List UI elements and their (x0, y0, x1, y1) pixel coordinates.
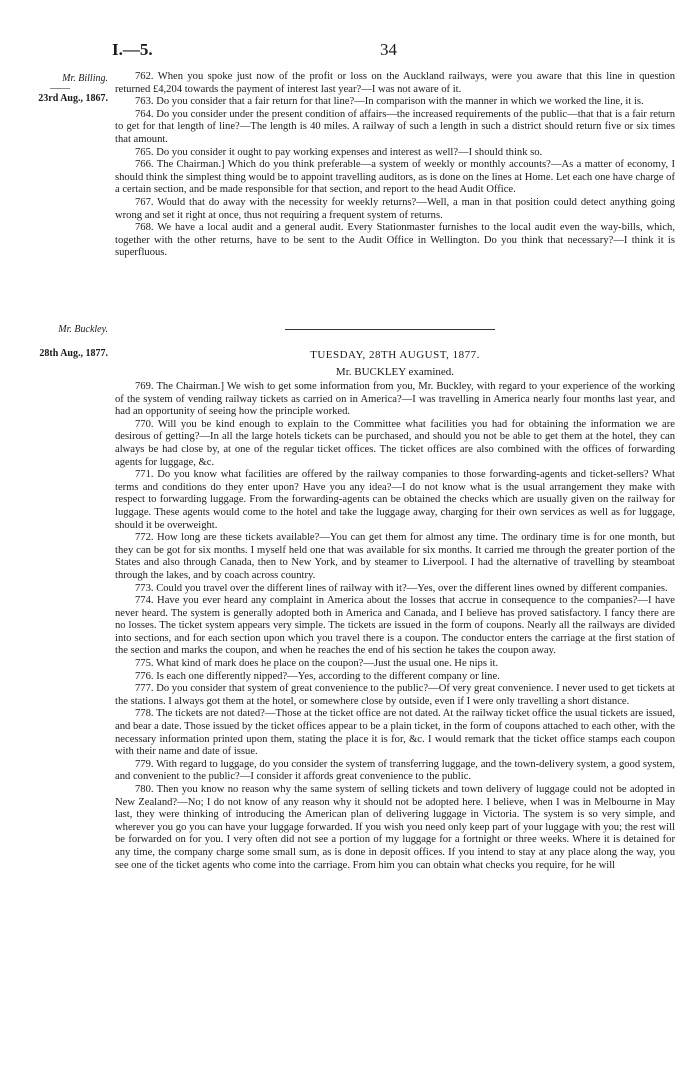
paragraph: 765. Do you consider it ought to pay working expenses and interest as well?—I should think so. (135, 146, 543, 158)
paragraph: 767. Would that do away with the necessity for weekly returns?—Well, a man in that position could detect anything going wrong and set it right at once, thus not requiring a frequent system of returns. (115, 196, 675, 221)
paragraph: 764. Do you consider under the present condition of affairs—the increased requirements of the public—that that is a fair return to get for that length of line?—The length is 40 miles. A railway of such a length in such a district should return five or six times that amount. (115, 108, 675, 145)
section-divider (285, 329, 495, 330)
paragraph: 773. Could you travel over the different lines of railway with it?—Yes, over the different lines owned by different companies. (135, 582, 668, 594)
paragraph: 777. Do you consider that system of great convenience to the public?—Of very great convenience. I never used to get tickets at the stations. I always got them at the hotel, or somewhere close by outside, even if I were only travelling a short distance. (115, 683, 675, 707)
margin-witness-name: Mr. Billing. (62, 73, 108, 84)
margin-date: 23rd Aug., 1867. (38, 93, 108, 104)
paragraph: 770. Will you be kind enough to explain to the Committee what facilities you had for obtaining the information we are desirous of getting?—In all the large hotels tickets can be purchased, and should you not be able to get them at the hotel, they can always be had close by, at one of the regular ticket offices. The ticket offices are also combined with the offices of forwarding agents for luggage, &c. (115, 418, 675, 468)
day-heading: TUESDAY, 28TH AUGUST, 1877. (310, 349, 480, 361)
paragraph: 762. When you spoke just now of the profit or loss on the Auckland railways, were you aware that this line in question returned £4,204 towards the payment of interest last year?—I was not aware of it. (115, 71, 675, 95)
paragraph: 763. Do you consider that a fair return for that line?—In comparison with the manner in which we worked the line, it is. (135, 96, 644, 108)
paragraph: 774. Have you ever heard any complaint in America about the losses that accrue in consequence to the companies?—I have never heard. The system is generally adopted both in America and Canada, and I believe has proved satisfactory. I fancy there are no losses. The ticket system appears very simple. The tickets are issued in the form of coupons. Nearly all the railways are divided into sections, and for each section upon which you travel there is a coupon. The conductor enters the carriage at the first station of the section and marks the coupon, and when he reaches the end of his section he takes the coupon away. (115, 595, 675, 657)
margin-witness-name: Mr. Buckley. (58, 324, 108, 335)
paragraph: 772. How long are these tickets available?—You can get them for almost any time. The ordinary time is for one month, but they can be got for six months. I myself held one that was available for six months. It carried me through the greater portion of the States and also through Canada, then to New York, and by steamer to Liverpool. I had the alternative of travelling by steamboat through the lakes, and by coach across country. (115, 532, 675, 581)
paragraph: 768. We have a local audit and a general audit. Every Stationmaster furnishes to the local audit even the way-bills, which, together with the other returns, have to be sent to the Audit Office in Wellington. Do you think that necessary?—I think it is superfluous. (115, 222, 675, 259)
document-reference: I.—5. (112, 40, 153, 59)
paragraph: 766. The Chairman.] Which do you think preferable—a system of weekly or monthly accounts?—As a matter of economy, I should think the simplest thing would be to appoint travelling auditors, as is done on the lines at Home. Let each one have charge of a certain section, and be made responsible for that section, and report to the head Audit Office. (115, 159, 675, 196)
margin-note-billing (0, 73, 108, 105)
page-number: 34 (380, 40, 397, 59)
paragraph: 779. With regard to luggage, do you consider the system of transferring luggage, and the town-delivery system, a good system, and convenient to the public?—I consider it affords great convenience to the public. (115, 758, 675, 783)
witness-examined-heading: Mr. BUCKLEY examined. (335, 366, 455, 378)
margin-dash: —— (50, 83, 70, 94)
paragraph: 778. The tickets are not dated?—Those at the ticket office are not dated. At the railway ticket office the usual tickets are issued, and bear a date. Those issued by the ticket offices appear to be a plain ticket, in the form of coupons attached to each other, with the necessary information printed upon them, stating the place it is for, &c. I would remark that the ticket office stamps each coupon with their name and date of issue. (115, 708, 675, 758)
margin-note-buckley (0, 324, 108, 360)
paragraph: 769. The Chairman.] We wish to get some information from you, Mr. Buckley, with regard to your experience of the working of the system of vending railway tickets as carried on in America?—I was travelling in America nearly four months last year, and had an opportunity of seeing how the principle worked. (115, 381, 675, 418)
paragraph: 771. Do you know what facilities are offered by the railway companies to those forwarding-agents and ticket-sellers? What terms and conditions do they enter upon? Have you any idea?—I do not know what is the usual arrangement they make with respect to forwarding luggage. From the forwarding-agents can be obtained the checks which are usually given on the railway for luggage. These agents would come to the hotel and take the luggage away, charging for their own services as well as for luggage, should it be overweight. (115, 469, 675, 531)
paragraph: 775. What kind of mark does he place on the coupon?—Just the usual one. He nips it. (135, 658, 499, 670)
page-header (112, 40, 672, 60)
margin-date: 28th Aug., 1877. (39, 348, 108, 359)
testimony-section-1 (115, 71, 675, 260)
paragraph: 780. Then you know no reason why the same system of selling tickets and town delivery of luggage could not be adopted in New Zealand?—No; I do not know of any reason why it should not be adopted here. I believe, when I was in Melbourne in May last, they were thinking of introducing the American plan of delivering luggage in Victoria. The system is so very simple, and wherever you go you can have your luggage forwarded. If you wish you need only keep part of your luggage with you; the rest will be forwarded on for you. I very often did not see a portion of my luggage for a fortnight or three weeks. Where it is detained for any time, the company charge some small sum, as is done in deposit offices. If you intend to stay at any place along the way, you see one of the ticket agents who come into the carriage. From him you can obtain what checks you require, for he will (115, 784, 675, 871)
paragraph: 776. Is each one differently nipped?—Yes, according to the different company or line. (135, 670, 500, 682)
testimony-section-2 (115, 381, 675, 872)
